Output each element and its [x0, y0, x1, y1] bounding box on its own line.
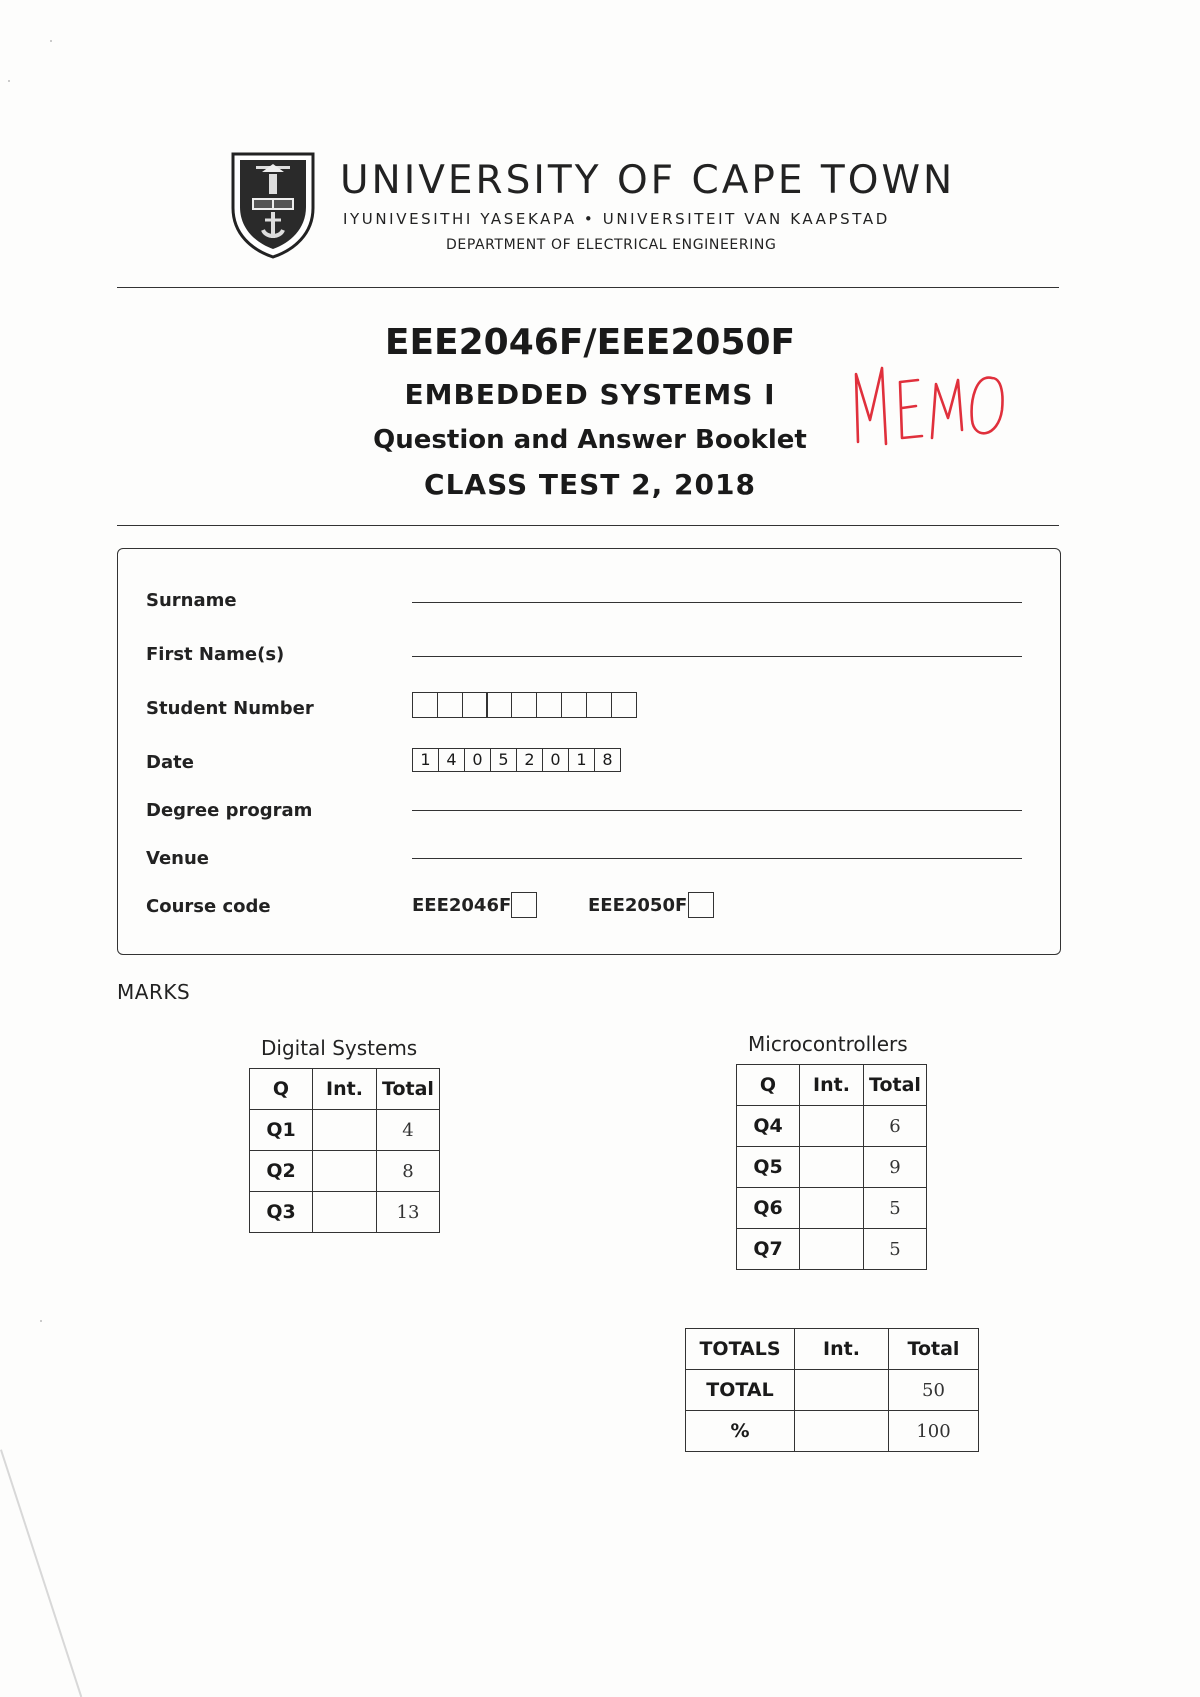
date-digit: 1	[412, 748, 439, 772]
degree-program-label: Degree program	[146, 800, 313, 821]
total-cell: 13	[377, 1192, 440, 1233]
university-subtitle: IYUNIVESITHI YASEKAPA • UNIVERSITEIT VAN KAAPSTAD	[343, 210, 890, 228]
course-option-eee2050f-checkbox[interactable]	[688, 892, 714, 918]
scan-artifact-line	[0, 1449, 82, 1697]
int-cell[interactable]	[800, 1188, 864, 1229]
int-cell[interactable]	[313, 1151, 377, 1192]
title-divider	[117, 525, 1059, 526]
table-header-row	[686, 1329, 979, 1370]
question-cell: Q1	[250, 1110, 313, 1151]
university-name: UNIVERSITY OF CAPE TOWN	[340, 158, 956, 203]
header-cell: Q	[737, 1065, 800, 1106]
header-cell: Q	[250, 1069, 313, 1110]
header-cell: Total	[864, 1065, 927, 1106]
header-divider	[117, 287, 1059, 288]
date-digit: 5	[490, 748, 517, 772]
table-row	[250, 1110, 440, 1151]
header-cell: Total	[377, 1069, 440, 1110]
memo-handwriting	[852, 360, 1012, 450]
date-digit: 0	[464, 748, 491, 772]
date-digit: 0	[542, 748, 569, 772]
subject-title: EMBEDDED SYSTEMS I	[404, 378, 776, 411]
venue-field[interactable]	[412, 858, 1022, 859]
totals-table	[685, 1328, 979, 1452]
student-number-box[interactable]	[611, 692, 637, 718]
total-cell: 5	[864, 1229, 927, 1270]
scan-speck	[50, 40, 52, 42]
int-cell[interactable]	[313, 1110, 377, 1151]
question-cell: Q6	[737, 1188, 800, 1229]
digital-systems-title: Digital Systems	[261, 1036, 418, 1060]
total-cell: 5	[864, 1188, 927, 1229]
table-row	[737, 1106, 927, 1147]
header-cell: Int.	[313, 1069, 377, 1110]
microcontrollers-table	[736, 1064, 927, 1270]
date-digit: 8	[594, 748, 621, 772]
student-number-box[interactable]	[561, 692, 587, 718]
scan-speck	[8, 80, 10, 82]
course-option-eee2046f-checkbox[interactable]	[511, 892, 537, 918]
table-row	[686, 1370, 979, 1411]
student-number-box[interactable]	[586, 692, 612, 718]
surname-label: Surname	[146, 590, 237, 611]
test-title: CLASS TEST 2, 2018	[424, 468, 756, 501]
first-names-field[interactable]	[412, 656, 1022, 657]
question-cell: Q3	[250, 1192, 313, 1233]
total-cell: 4	[377, 1110, 440, 1151]
date-boxes	[412, 748, 620, 772]
header-cell: Int.	[795, 1329, 889, 1370]
date-digit: 2	[516, 748, 543, 772]
degree-program-field[interactable]	[412, 810, 1022, 811]
microcontrollers-title: Microcontrollers	[748, 1032, 908, 1056]
scan-speck	[40, 1320, 42, 1322]
total-cell: 50	[889, 1370, 979, 1411]
student-number-box[interactable]	[462, 692, 488, 718]
int-cell[interactable]	[800, 1106, 864, 1147]
total-cell: 6	[864, 1106, 927, 1147]
total-cell: 100	[889, 1411, 979, 1452]
date-digit: 1	[568, 748, 595, 772]
table-row	[250, 1151, 440, 1192]
surname-field[interactable]	[412, 602, 1022, 603]
int-cell[interactable]	[800, 1147, 864, 1188]
question-cell: Q4	[737, 1106, 800, 1147]
student-number-box[interactable]	[412, 692, 438, 718]
date-label: Date	[146, 752, 194, 773]
table-row	[686, 1411, 979, 1452]
uct-crest-icon	[230, 150, 316, 260]
course-codes-title: EEE2046F/EEE2050F	[384, 322, 796, 363]
table-row	[737, 1188, 927, 1229]
table-header-row	[737, 1065, 927, 1106]
question-cell: Q7	[737, 1229, 800, 1270]
table-row	[737, 1229, 927, 1270]
digital-systems-table	[249, 1068, 440, 1233]
question-cell: TOTAL	[686, 1370, 795, 1411]
header-cell: Int.	[800, 1065, 864, 1106]
marks-heading: MARKS	[117, 980, 191, 1004]
department-name: DEPARTMENT OF ELECTRICAL ENGINEERING	[446, 237, 777, 253]
question-cell: Q2	[250, 1151, 313, 1192]
venue-label: Venue	[146, 848, 209, 869]
course-option-eee2050f-label: EEE2050F	[588, 895, 688, 916]
student-number-box[interactable]	[511, 692, 537, 718]
date-digit: 4	[438, 748, 465, 772]
student-number-boxes[interactable]	[412, 692, 635, 718]
int-cell[interactable]	[795, 1411, 889, 1452]
int-cell[interactable]	[800, 1229, 864, 1270]
course-code-label: Course code	[146, 896, 271, 917]
header-cell: Total	[889, 1329, 979, 1370]
question-cell: Q5	[737, 1147, 800, 1188]
student-number-box[interactable]	[437, 692, 463, 718]
student-number-label: Student Number	[146, 698, 314, 719]
table-header-row	[250, 1069, 440, 1110]
course-option-eee2046f-label: EEE2046F	[412, 895, 512, 916]
student-number-box[interactable]	[536, 692, 562, 718]
table-row	[250, 1192, 440, 1233]
int-cell[interactable]	[313, 1192, 377, 1233]
total-cell: 8	[377, 1151, 440, 1192]
total-cell: 9	[864, 1147, 927, 1188]
header-cell: TOTALS	[686, 1329, 795, 1370]
question-cell: %	[686, 1411, 795, 1452]
student-number-box[interactable]	[486, 692, 512, 718]
table-row	[737, 1147, 927, 1188]
first-names-label: First Name(s)	[146, 644, 285, 665]
int-cell[interactable]	[795, 1370, 889, 1411]
booklet-title: Question and Answer Booklet	[373, 425, 807, 455]
